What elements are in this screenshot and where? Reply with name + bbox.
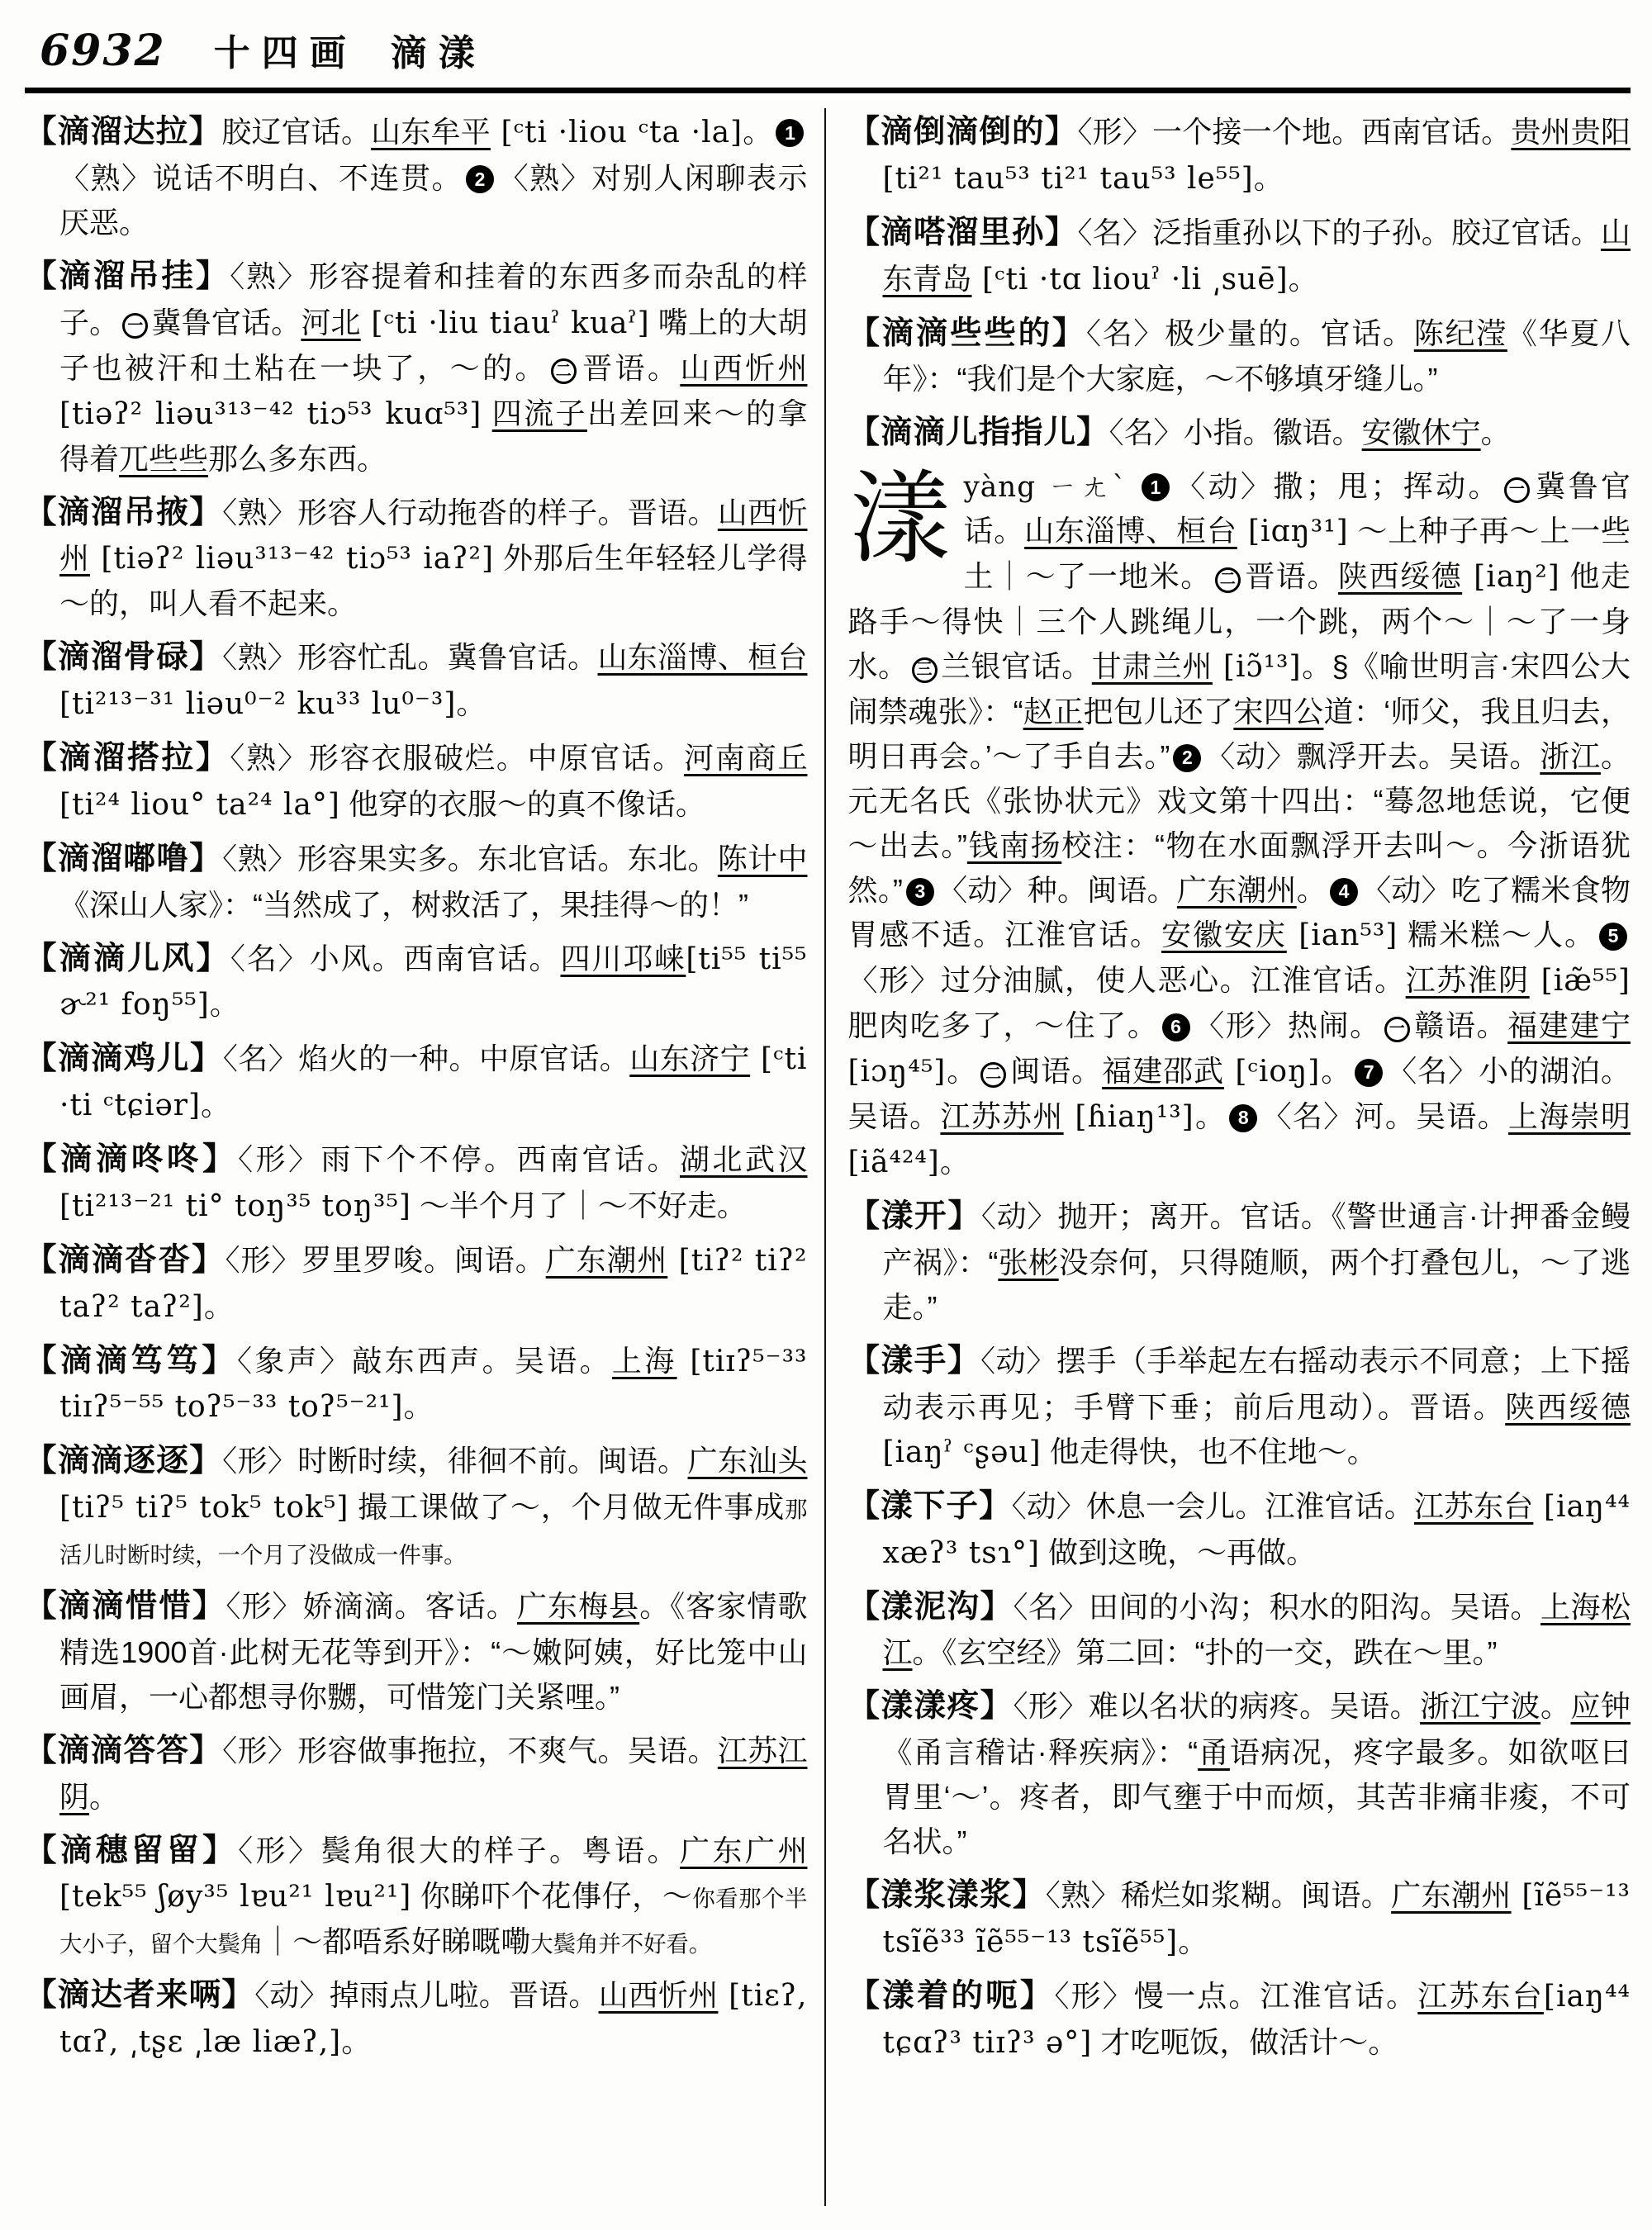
entry-headword: 【滴溜嘟噜】: [25, 840, 223, 876]
ipa-transcription: [iaŋ⁴⁴ xæʔ³ tsɿ°]: [882, 1489, 1631, 1570]
entry-text: 〈动〉抛开；离开。官话。《警世通言·计押番金鳗产祸》：“: [882, 1199, 1631, 1280]
dictionary-entry: [25, 1136, 808, 1229]
entry-headword: 【滴滴笃笃】: [25, 1342, 238, 1378]
dictionary-entry: [25, 633, 808, 727]
sense-number-filled: 3: [906, 878, 934, 906]
ipa-transcription: [ti²¹³⁻²¹ ti° toŋ³⁵ toŋ³⁵]: [59, 1189, 411, 1223]
entry-headword: 【滴滴沓沓】: [25, 1241, 225, 1278]
entry-text: 闽语。: [1009, 1054, 1103, 1089]
entry-text: 糯米糕～人。: [1398, 918, 1596, 952]
character-range-label: 滴漾: [390, 33, 487, 74]
dictionary-entry: [25, 1827, 808, 1965]
entry-text: 。: [1288, 261, 1318, 296]
proper-noun-underlined: 广东广州: [680, 1833, 808, 1867]
entry-text: 。: [1178, 1924, 1208, 1958]
dictionary-entry: [25, 835, 808, 928]
ipa-transcription: [ĩẽ⁵⁵⁻¹³ tsĩẽ³³ ĩẽ⁵⁵⁻¹³ tsĩẽ⁵⁵]: [882, 1879, 1631, 1959]
proper-noun-underlined: 浙江宁波: [1420, 1689, 1540, 1724]
entry-text: 〈名〉极少量的。官话。: [1086, 316, 1414, 350]
ipa-transcription: [tiʔ⁵ tiʔ⁵ tok⁵ tok⁵]: [59, 1491, 349, 1525]
proper-noun-underlined: 河北: [301, 305, 361, 339]
proper-noun-underlined: 张彬: [998, 1245, 1059, 1280]
entry-text: 〈熟〉形容忙乱。冀鲁官话。: [222, 640, 598, 675]
ipa-transcription: [ti²¹ tau⁵³ ti²¹ tau⁵³ le⁵⁵]: [882, 161, 1254, 196]
dictionary-entry: [25, 1727, 808, 1820]
ipa-transcription: [iɔ̃¹³]: [1212, 650, 1302, 685]
dictionary-entry: [25, 1236, 808, 1330]
right-column: [826, 108, 1631, 2206]
dictionary-entry: [847, 1337, 1631, 1475]
entry-headword: 【滴达者来唡】: [25, 1977, 255, 2014]
ipa-transcription: [tiʔ² tiʔ² taʔ² taʔ²]: [59, 1243, 808, 1324]
entry-text: 〈名〉小的湖泊。吴语。: [847, 1054, 1631, 1134]
page-header: [25, 15, 1631, 88]
entry-text: 撮工课做了～，个月做无件事成: [349, 1490, 786, 1525]
ipa-transcription: [ᶜti ·tɑ liouˀ ·li ͵suē]: [971, 262, 1289, 297]
dictionary-entry: [25, 734, 808, 828]
dictionary-entry: [847, 464, 1631, 1185]
entry-text: 〈熟〉对别人闲聊表示厌恶。: [59, 160, 808, 240]
proper-noun-underlined: 河南商丘: [683, 741, 808, 776]
ipa-transcription: [iaŋ²]: [1462, 560, 1560, 595]
dictionary-entry: [25, 253, 808, 482]
entry-text: 你睇吓个花倳仔，～: [411, 1879, 693, 1914]
entry-text: 〈名〉小风。西南官话。: [230, 941, 561, 975]
entry-text: 。: [1480, 415, 1511, 450]
entry-text: 〈名〉小指。徽语。: [1108, 415, 1362, 450]
sense-number-filled: 4: [1330, 878, 1358, 906]
entry-text: 〈熟〉形容果实多。东北官话。东北。: [222, 841, 718, 875]
proper-noun-underlined: 浙江: [1540, 739, 1601, 774]
entry-text: 〈动〉掉雨点儿啦。晋语。: [254, 1978, 599, 2013]
entry-text: 。: [1194, 1099, 1227, 1134]
entry-text: ～上种子再～上一些土｜～了一地米。: [963, 514, 1631, 594]
proper-noun-underlined: 山东牟平: [371, 115, 491, 149]
entry-headword: 【漾浆漾浆】: [847, 1877, 1046, 1914]
dictionary-entry: [25, 108, 808, 245]
entry-text: 。: [203, 1288, 234, 1323]
entry-text: 〈动〉种。闽语。: [937, 873, 1177, 908]
proper-noun-underlined: 广东潮州: [545, 1242, 668, 1277]
proper-noun-underlined: 四川邛崃: [560, 941, 686, 975]
dictionary-entry: [25, 1035, 808, 1128]
proper-noun-underlined: 福建邵武: [1102, 1054, 1224, 1089]
entry-text: 〈熟〉稀烂如浆糊。闽语。: [1045, 1878, 1392, 1913]
entry-text: 。: [341, 2024, 372, 2059]
entry-text: 〈形〉慢一点。江淮官话。: [1054, 1978, 1418, 2013]
ipa-transcription: [iã⁴²⁴]: [847, 1146, 940, 1180]
ipa-transcription: [ti²¹³⁻³¹ liəu⁰⁻² ku³³ lu⁰⁻³]: [59, 687, 457, 722]
headword-character: 漾: [849, 463, 951, 576]
entry-text: 〈形〉热闹。: [1193, 1008, 1381, 1043]
entry-text: 〈动〉休息一会儿。江淮官话。: [1011, 1488, 1414, 1523]
proper-noun-underlined: 山东淄博、桓台: [597, 640, 808, 675]
entry-text: 〈熟〉形容提着和挂着的东西多而杂乱的样子。: [59, 259, 808, 339]
entry-text: 〈名〉河。吴语。: [1260, 1099, 1509, 1134]
small-gloss: 大鬓角并不好看。: [530, 1931, 712, 1957]
entry-text: 。: [939, 1145, 970, 1179]
sense-number-open: 三: [912, 657, 938, 683]
proper-noun-underlined: 上海崇明: [1508, 1099, 1631, 1134]
stroke-section-label: 十四画: [213, 33, 358, 74]
entry-text: 。: [209, 987, 240, 1022]
proper-noun-underlined: 宋四公: [1233, 695, 1324, 729]
entry-text: 〈动〉吃了糯米食物胃感不适。江淮官话。: [847, 873, 1631, 952]
dictionary-entry: [847, 1872, 1631, 1965]
page-number: 6932: [40, 26, 166, 76]
entry-headword: 【滴倒滴倒的】: [847, 114, 1078, 149]
proper-noun-underlined: 江苏淮阴: [1405, 963, 1530, 998]
header-rule: [25, 88, 1631, 93]
sense-number-open: 一: [1504, 477, 1530, 503]
entry-headword: 【滴溜骨碌】: [25, 639, 223, 676]
entry-text: 。: [456, 686, 487, 721]
ipa-transcription: [iaŋ⁴⁴ tɕɑʔ³ tiɪʔ³ ə°]: [882, 1979, 1631, 2060]
entry-text: 。《客家情歌精选1900首·此树无花等到开》：“～嫩阿姨，好比笼中山画眉，一心都想寻你嬲，可惜笼门关紧哩。”: [59, 1589, 808, 1714]
proper-noun-underlined: 兀些些: [119, 441, 209, 476]
entry-headword: 【滴滴儿风】: [25, 940, 230, 976]
sense-number-open: 一: [1384, 1017, 1410, 1042]
entry-text: 。: [1540, 1689, 1571, 1724]
entry-headword: 【漾着的呃】: [847, 1977, 1055, 2014]
ipa-transcription: [tiəʔ² liəu³¹³⁻⁴² tiɔ⁵³ kuɑ⁵³]: [59, 396, 482, 431]
entry-text: 〈名〉焰火的一种。中原官话。: [222, 1041, 630, 1076]
sense-number-filled: 7: [1355, 1059, 1383, 1087]
entry-text: 晋语。: [579, 350, 681, 385]
proper-noun-underlined: 陈纪滢: [1413, 316, 1507, 350]
entry-text: 。元无名氏《张协状元》戏文第十四出：“蓦忽地恁说，它便～出去。”: [847, 739, 1631, 863]
dictionary-entry: [25, 1582, 808, 1720]
entry-text: 赣语。: [1412, 1008, 1508, 1043]
entry-text: 校注：“物在水面飘浮开去叫～。今浙语犹然。”: [847, 828, 1631, 908]
sense-number-open: 二: [980, 1062, 1006, 1088]
entry-text: 语病况，疼字最多。如欲呕曰胃里‘～’。疼者，即气壅于中而烦，其苦非痛非痠，不可名状。”: [882, 1735, 1631, 1859]
proper-noun-underlined: 山西忻州: [59, 495, 808, 576]
sense-number-open: 二: [551, 358, 577, 384]
entry-text: 兰银官话。: [940, 649, 1092, 684]
entry-text: 〈动〉撒；甩；挥动。: [1172, 469, 1501, 504]
entry-headword: 【滴溜吊掖】: [25, 494, 223, 530]
small-gloss: 那活儿时断时续，一个月了没做成一件事。: [59, 1497, 808, 1568]
ipa-transcription: [ᶜti ·liou ᶜta ·la]: [490, 116, 743, 149]
entry-text: 做到这晚，～再做。: [1040, 1535, 1317, 1569]
entry-text: ｜～都唔系好睇嘅嘞: [263, 1924, 531, 1959]
entry-text: 。: [946, 1054, 978, 1089]
dictionary-entry: [25, 1437, 808, 1575]
dictionary-entry: [847, 310, 1631, 402]
entry-headword: 【滴滴儿指指儿】: [847, 415, 1109, 451]
proper-noun-underlined: 山西忻州: [598, 1978, 719, 2013]
proper-noun-underlined: 甘肃兰州: [1091, 649, 1213, 684]
proper-noun-underlined: 陈计中: [717, 841, 808, 875]
proper-noun-underlined: 福建建宁: [1507, 1008, 1631, 1043]
entry-text: 他走路手～得快｜三个人跳绳儿，一个跳，两个～｜～了一身水。: [847, 559, 1631, 684]
proper-noun-underlined: 上海松江: [882, 1589, 1631, 1670]
entry-text: 才吃呃饭，做活计～。: [1092, 2024, 1398, 2059]
proper-noun-underlined: 陕西绥德: [1505, 1389, 1631, 1424]
entry-text: 〈名〉田间的小沟；积水的阳沟。吴语。: [1013, 1589, 1541, 1624]
entry-text: 〈象声〉敲东西声。吴语。: [237, 1343, 612, 1378]
proper-noun-underlined: 广东潮州: [1391, 1878, 1512, 1913]
proper-noun-underlined: 陕西绥德: [1338, 559, 1463, 594]
entry-text: 〈形〉形容做事拖拉，不爽气。吴语。: [222, 1733, 718, 1767]
entry-headword: 【滴滴答答】: [25, 1732, 223, 1768]
proper-noun-underlined: 江苏东台: [1413, 1488, 1534, 1523]
entry-text: 《华夏八年》：“我们是个大家庭，～不够填牙缝儿。”: [882, 316, 1631, 396]
proper-noun-underlined: 江苏东台: [1417, 1978, 1544, 2013]
entry-text: 〈形〉鬓角很大的样子。粤语。: [238, 1833, 680, 1867]
entry-text: 出差回来～的拿得着: [59, 396, 808, 476]
entry-text: 〈形〉时断时续，徘徊不前。闽语。: [222, 1444, 688, 1478]
dictionary-entry: [847, 1483, 1631, 1576]
proper-noun-underlined: 应钟: [1570, 1689, 1631, 1724]
entry-text: 嘴上的大胡子也被汗和土粘在一块了，～的。: [59, 305, 808, 385]
proper-noun-underlined: 安徽休宁: [1361, 415, 1481, 450]
ipa-transcription: [ti⁵⁵ ti⁵⁵ ɚ²¹ foŋ⁵⁵]: [59, 942, 808, 1022]
proper-noun-underlined: 上海: [611, 1343, 677, 1378]
sense-number-filled: 6: [1162, 1013, 1190, 1041]
ipa-transcription: [tiəʔ² liəu³¹³⁻⁴² tiɔ⁵³ iaʔ²]: [89, 542, 495, 576]
entry-headword: 【漾开】: [847, 1198, 981, 1235]
sense-number-filled: 5: [1599, 923, 1627, 951]
two-column-body: [25, 108, 1631, 2206]
proper-noun-underlined: 广东汕头: [687, 1444, 808, 1478]
ipa-transcription: [iɔŋ⁴⁵]: [847, 1055, 947, 1089]
ipa-transcription: [tek⁵⁵ ʃøy³⁵ lɐu²¹ lɐu²¹]: [59, 1880, 412, 1914]
entry-headword: 【滴溜吊挂】: [25, 258, 230, 294]
proper-noun-underlined: 广东潮州: [1176, 873, 1297, 908]
proper-noun-underlined: 四流子: [491, 396, 587, 430]
entry-headword: 【滴滴咚咚】: [25, 1141, 239, 1178]
dictionary-entry: [847, 1583, 1631, 1676]
entry-text: 冀鲁官话。: [963, 469, 1631, 548]
entry-headword: 【滴嗒溜里孙】: [847, 214, 1078, 250]
entry-text: 。《玄空经》第二回：“扑的一交，跌在～里。”: [912, 1635, 1498, 1670]
sense-number-filled: 8: [1229, 1104, 1257, 1132]
ipa-transcription: [ti²⁴ liou° ta²⁴ la°]: [59, 787, 340, 822]
entry-text: 〈熟〉形容人行动拖沓的样子。晋语。: [222, 495, 718, 529]
entry-text: 冀鲁官话。: [151, 305, 301, 339]
proper-noun-underlined: 江苏苏州: [940, 1099, 1064, 1134]
entry-text: 。: [743, 115, 773, 149]
sense-number-filled: 1: [776, 119, 804, 147]
dictionary-entry: [25, 1971, 808, 2065]
entry-headword: 【滴溜搭拉】: [25, 740, 230, 776]
ipa-transcription: [ᶜti ·liu tiauˀ kuaˀ]: [360, 306, 650, 340]
ipa-transcription: [ɦiaŋ¹³]: [1063, 1100, 1194, 1135]
entry-headword: 【滴滴逐逐】: [25, 1443, 223, 1479]
proper-noun-underlined: 安徽安庆: [1161, 918, 1287, 952]
entry-text: 。: [201, 1088, 231, 1122]
dictionary-entry: [847, 209, 1631, 302]
entry-text: 〈形〉过分油腻，使人恶心。江淮官话。: [847, 963, 1406, 998]
sense-number-open: 二: [1215, 567, 1241, 593]
proper-noun-underlined: 甬: [1198, 1735, 1230, 1770]
dictionary-entry: [847, 1682, 1631, 1864]
entry-text: 。: [1296, 873, 1327, 908]
ipa-transcription: [ᶜioŋ]: [1223, 1055, 1321, 1089]
entry-text: 晋语。: [1243, 559, 1338, 594]
dictionary-entry: [25, 1337, 808, 1431]
entry-text: 〈名〉泛指重孙以下的子孙。胶辽官话。: [1077, 215, 1601, 249]
entry-text: 〈形〉娇滴滴。客话。: [225, 1589, 517, 1624]
entry-text: 道：‘师父，我且归去，明日再会。’～了手自去。”: [847, 695, 1631, 774]
small-gloss: 你看那个半大小子，留个大鬓角: [59, 1886, 808, 1957]
left-column: [25, 108, 819, 2206]
ipa-transcription: [iaŋˀ ᶜʂəu]: [882, 1435, 1042, 1469]
dictionary-entry: [25, 935, 808, 1028]
entry-headword: 【漾下子】: [847, 1487, 1012, 1524]
ipa-transcription: [iæ̃⁵⁵]: [1529, 964, 1631, 999]
entry-text: 没奈何，只得随顺，两个打叠包儿，～了逃走。”: [882, 1245, 1631, 1325]
entry-headword: 【滴穗留留】: [25, 1832, 239, 1868]
entry-headword: 【漾漾疼】: [847, 1688, 1014, 1725]
proper-noun-underlined: 山西忻州: [680, 350, 808, 385]
entry-text: 。: [89, 1779, 120, 1814]
sense-number-open: 一: [122, 313, 148, 339]
entry-text: 〈动〉飘浮开去。吴语。: [1204, 739, 1540, 774]
proper-noun-underlined: 江苏江阴: [59, 1733, 808, 1814]
dictionary-entry: [25, 489, 808, 627]
entry-headword: 【滴滴些些的】: [847, 315, 1087, 351]
sense-number-filled: 2: [466, 165, 494, 193]
entry-text: ～半个月了｜～不好走。: [411, 1188, 747, 1222]
entry-text: 。§《喻世明言·宋四公大闹禁魂张》：“: [847, 649, 1631, 729]
proper-noun-underlined: 湖北武汉: [680, 1142, 808, 1177]
entry-headword: 【滴溜达拉】: [25, 114, 222, 149]
entry-text: 肥肉吃多了，～住了。: [847, 1008, 1159, 1043]
entry-text: 外那后生年轻轻儿学得～的，叫人看不起来。: [59, 541, 808, 621]
entry-headword: 【滴滴惜惜】: [25, 1588, 226, 1625]
entry-text: 〈熟〉形容衣服破烂。中原官话。: [230, 741, 684, 776]
ipa-transcription: [iɑŋ³¹]: [1237, 515, 1349, 549]
proper-noun-underlined: 钱南扬: [966, 828, 1062, 863]
entry-text: 〈熟〉说话不明白、不连贯。: [59, 160, 463, 195]
proper-noun-underlined: 山东青岛: [882, 215, 1631, 296]
entry-text: 〈动〉摆手（手举起左右摇动表示不同意；上下摇动表示再见；手臂下垂；前后甩动）。晋语。: [882, 1344, 1631, 1424]
ipa-transcription: [ian⁵³]: [1286, 918, 1398, 953]
dictionary-entry: [847, 1193, 1631, 1330]
entry-text: 把包儿还了: [1083, 695, 1234, 729]
proper-noun-underlined: 广东梅县: [516, 1589, 640, 1624]
proper-noun-underlined: 山东济宁: [629, 1041, 751, 1076]
proper-noun-underlined: 赵正: [1023, 695, 1084, 729]
entry-headword: 【滴滴鸡儿】: [25, 1041, 223, 1077]
entry-text: 那么多东西。: [208, 441, 387, 476]
sense-number-filled: 1: [1142, 473, 1170, 501]
entry-text: 《甬言稽诂·释疾病》：“: [882, 1735, 1199, 1770]
entry-text: 。: [1253, 160, 1284, 195]
entry-headword: 【漾手】: [847, 1343, 981, 1379]
sense-number-filled: 2: [1173, 744, 1201, 772]
entry-text: 〈形〉雨下个不停。西南官话。: [238, 1142, 680, 1177]
ipa-transcription: [tiɪʔ⁵⁻³³ tiɪʔ⁵⁻⁵⁵ toʔ⁵⁻³³ toʔ⁵⁻²¹]: [59, 1344, 808, 1425]
dictionary-entry: [847, 1972, 1631, 2066]
ipa-transcription: [tiɛʔ, tɑʔ, ͵tʂɛ ͵læ liæʔ,]: [59, 1979, 808, 2060]
entry-text: 他走得快，也不住地～。: [1041, 1434, 1377, 1468]
entry-text: 胶辽官话。: [221, 115, 372, 149]
entry-text: 《深山人家》：“当然成了，树救活了，果挂得～的！”: [59, 887, 748, 922]
dictionary-entry: [847, 409, 1631, 457]
proper-noun-underlined: 山东淄博、桓台: [1024, 514, 1237, 548]
entry-headword: 【漾泥沟】: [847, 1588, 1014, 1625]
entry-text: 他穿的衣服～的真不像话。: [339, 786, 705, 821]
dictionary-entry: [847, 108, 1631, 202]
proper-noun-underlined: 贵州贵阳: [1511, 115, 1631, 149]
entry-text: 。: [1320, 1054, 1352, 1089]
entry-text: 。: [403, 1389, 434, 1424]
entry-text: [482, 396, 491, 430]
ipa-transcription: [ᶜti ·ti ᶜtɕiər]: [59, 1042, 808, 1123]
entry-text: 〈形〉难以名状的病疼。吴语。: [1013, 1689, 1421, 1724]
headword-pronunciation: yàng ㄧㄤˋ: [963, 471, 1130, 505]
entry-text: 〈形〉一个接一个地。西南官话。: [1077, 115, 1512, 149]
entry-text: 〈形〉罗里罗唆。闽语。: [225, 1242, 546, 1277]
